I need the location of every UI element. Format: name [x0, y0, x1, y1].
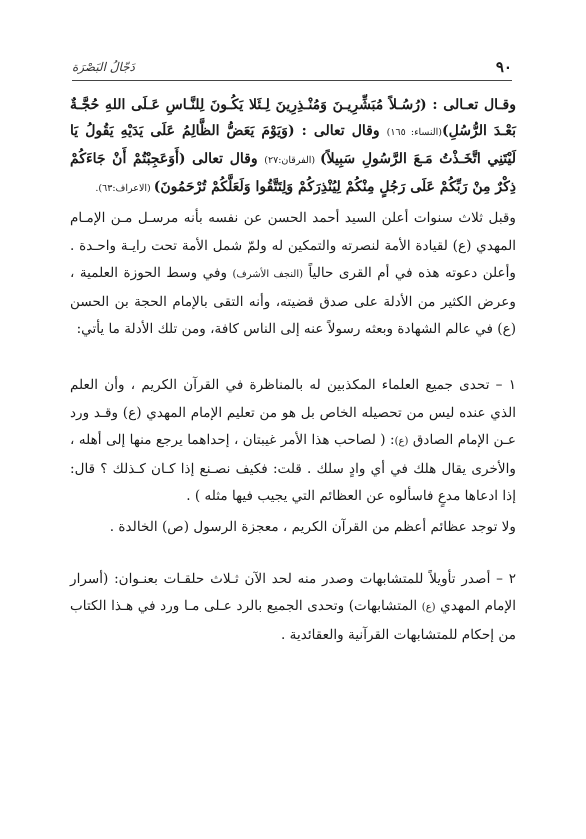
verse-citation-3: (الاعراف:٦٣). — [95, 183, 154, 194]
intro-text-a: وقبل ثلاث سنوات أعلن السيد أحمد الحسن عن نفسه بأنه مرسـل مـن الإمـام المهدي (ع) لقيادة الأمة لنصرته والتمكين له ولمّ شمل الأمة تحت رايـة واحـدة . وأعلن دعوته هذه في أم القرى حالياً — [70, 210, 516, 282]
evidence-item-1-conclusion: ولا توجد عظائم أعظم من القرآن الكريم ، معجزة الرسول (ص) الخالدة . — [109, 518, 516, 535]
intro-citation: (النجف الأشرف) — [232, 269, 303, 281]
evidence-item-1 — [70, 372, 516, 511]
intro-text-b: وفي وسط الحوزة العلمية ، وعرض الكثير من الأدلة على صدق قضيته، وأنه التقى بالإمام الحجة بن الحسن (ع) في عالم الشهادة وبعثه رسولاً عنه إلى الناس كافة، ومن تلك الأدلة ما يأتي: — [70, 265, 516, 338]
item-1-text-b: : ( لصاحب هذا الأمر غيبتان ، إحداهما يرجع منها إلى أهله ، والأخرى يقال هلك في أي وادٍ سلك . قلت: فكيف نصـنع إذا كـان كـذلك ؟ قال: إذا ادعاها مدعٍ فاسألوه عن العظائم التي يجيب فيها مثله ) . — [70, 432, 516, 505]
quote-intro-1: وقـال تعـالى : — [426, 97, 516, 113]
quranic-quotes-paragraph — [70, 92, 516, 202]
quote-intro-2: وقال تعالى : — [294, 123, 387, 139]
item-2-citation: (ع) — [421, 602, 436, 614]
intro-paragraph — [70, 205, 516, 344]
quran-verse-2: (وَيَوْمَ يَعَضُّ الظَّالِمُ عَلَى يَدَيْهِ يَقُولُ يَا لَيْتَنِي اتَّخَـذْتُ مَـعَ الرَّسُولِ سَبِيلاً) — [70, 123, 517, 167]
verse-citation-2: (الفرقان:٢٧) — [264, 155, 320, 166]
item-2-text-a: ٢ – أصدر تأويلاً للمتشابهات وصدر منه لحد الآن ثـلاث حلقـات بعنـوان: (أسرار الإمام المهدي — [70, 570, 516, 615]
item-1-text-a: ١ – تحدى جميع العلماء المكذبين له بالمناظرة في القرآن الكريم ، وأن العلم الذي عنده ليس من تحصيله الخاص بل هو من تعليم الإمام المهدي (ع) وقـد ورد عـن الإمام الصادق — [70, 376, 516, 449]
quran-verse-1: (رُسُـلاً مُبَشِّرِيـنَ وَمُنْـذِرِينَ لِـئَلا يَكُـونَ لِلنَّـاسِ عَـلَى اللهِ حُجَّـةٌ بَعْـدَ الرُّسُلِ) — [70, 97, 517, 139]
evidence-item-2 — [70, 566, 516, 650]
item-2-text-b: المتشابهات) وتحدى الجميع بالرد عـلى مـا ورد في هـذا الكتاب من إحكام للمتشابهات القرآنية والعقائدية . — [70, 598, 516, 643]
header-rule — [72, 80, 512, 81]
quote-intro-3: وقال تعالى — [185, 151, 265, 167]
running-title: دَجّالُ البَصْرَة — [72, 60, 135, 74]
item-1-citation: (ع) — [394, 436, 409, 448]
page-header — [72, 58, 512, 80]
page-number: ٩٠ — [495, 58, 512, 76]
quran-verse-3: (أَوَعَجِبْتُمْ أَنْ جَاءَكُمْ ذِكْرٌ مِنْ رَبِّكُمْ عَلَى رَجُلٍ مِنْكُمْ لِيُنْذِرَكُمْ وَلِتَتَّقُوا وَلَعَلَّكُمْ تُرْحَمُونَ) — [70, 151, 516, 195]
verse-citation-1: (النساء: ١٦٥) — [386, 127, 443, 138]
page-body — [70, 92, 516, 649]
